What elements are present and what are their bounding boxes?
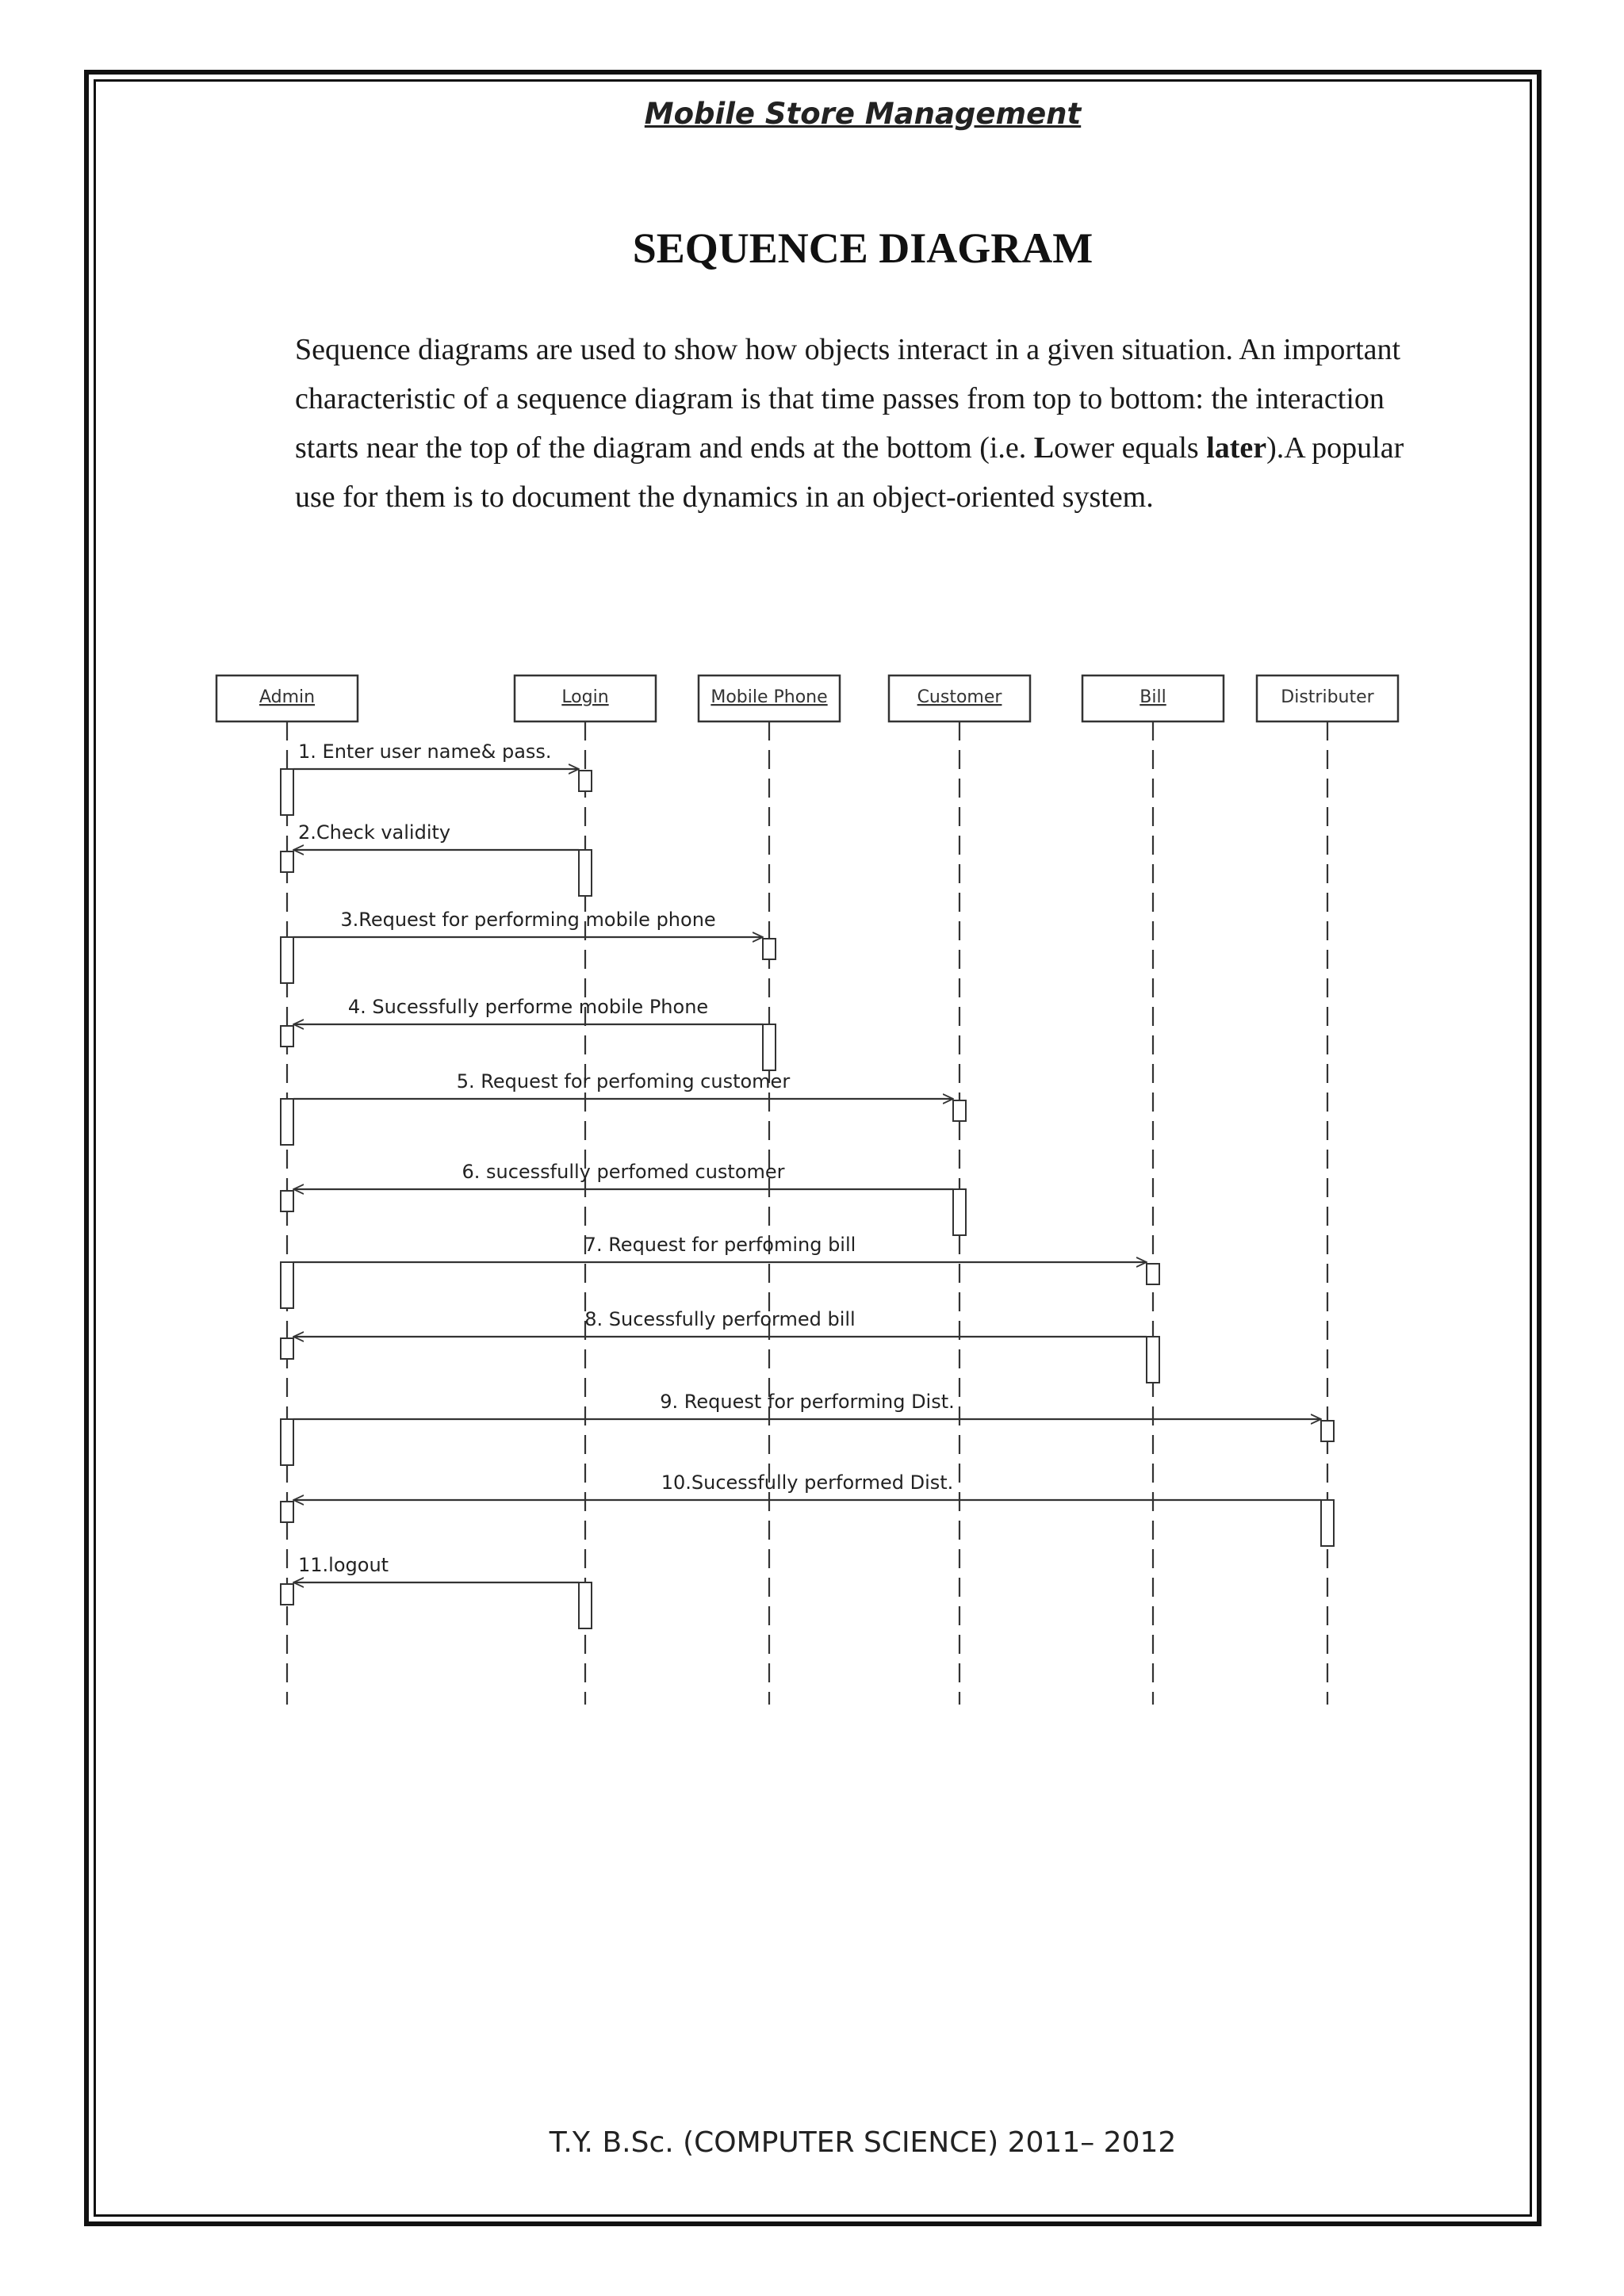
intro-text-1: Sequence diagrams are used to show how objects interact in a given situation. An important characteristic of a sequence diagram is that time passes from top to bottom: the interaction starts near the top of the diagram and ends at the bottom (i.e.	[295, 333, 1401, 465]
activation-bar	[579, 850, 592, 896]
message-label: 1. Enter user name& pass.	[298, 740, 552, 763]
message-label: 10.Sucessfully performed Dist.	[661, 1471, 954, 1494]
activation-bar	[763, 939, 776, 959]
activation-bar	[281, 1338, 293, 1359]
lifeline-label: Login	[561, 687, 609, 707]
lifeline-label: Customer	[917, 687, 1002, 707]
page-title: SEQUENCE DIAGRAM	[632, 224, 1094, 272]
activation-bar	[1147, 1337, 1159, 1383]
message-label: 2.Check validity	[298, 821, 451, 844]
lifeline-label: Admin	[259, 687, 316, 707]
activation-bar	[281, 937, 293, 983]
activation-bar	[281, 769, 293, 815]
message-label: 3.Request for performing mobile phone	[340, 909, 716, 931]
intro-bold-later: later	[1206, 431, 1267, 465]
message-label: 8. Sucessfully performed bill	[584, 1308, 856, 1330]
activation-bar	[281, 1584, 293, 1605]
lifeline-label: Bill	[1139, 687, 1166, 707]
activation-bar	[281, 851, 293, 872]
page-footer: T.Y. B.Sc. (COMPUTER SCIENCE) 2011– 2012	[549, 2126, 1177, 2159]
message-label: 7. Request for perfoming bill	[584, 1234, 856, 1256]
activation-bar	[1321, 1500, 1334, 1546]
intro-bold-l: L	[1033, 431, 1055, 465]
activation-bar	[763, 1024, 776, 1070]
message-label: 6. sucessfully perfomed customer	[462, 1161, 785, 1183]
activation-bar	[281, 1502, 293, 1522]
lifeline-label: Mobile Phone	[710, 687, 828, 707]
activation-bar	[953, 1189, 966, 1235]
activation-bar	[1147, 1264, 1159, 1284]
message-label: 9. Request for performing Dist.	[660, 1391, 955, 1413]
activation-bar	[1321, 1421, 1334, 1441]
intro-text-2: ower equals	[1054, 431, 1207, 465]
lifeline-label: Distributer	[1281, 687, 1374, 707]
activation-bar	[579, 1582, 592, 1628]
activation-bar	[281, 1191, 293, 1211]
activation-bar	[579, 771, 592, 791]
message-label: 5. Request for perfoming customer	[456, 1070, 791, 1093]
activation-bar	[953, 1100, 966, 1121]
running-header: Mobile Store Management	[644, 97, 1082, 131]
message-label: 4. Sucessfully performe mobile Phone	[347, 996, 709, 1018]
activation-bar	[281, 1262, 293, 1308]
message-label: 11.logout	[298, 1554, 389, 1576]
activation-bar	[281, 1026, 293, 1047]
intro-text-3: ).A popular use for them is to document the dynamics in an object-oriented system.	[295, 431, 1404, 514]
activation-bar	[281, 1419, 293, 1465]
activation-bar	[281, 1099, 293, 1145]
